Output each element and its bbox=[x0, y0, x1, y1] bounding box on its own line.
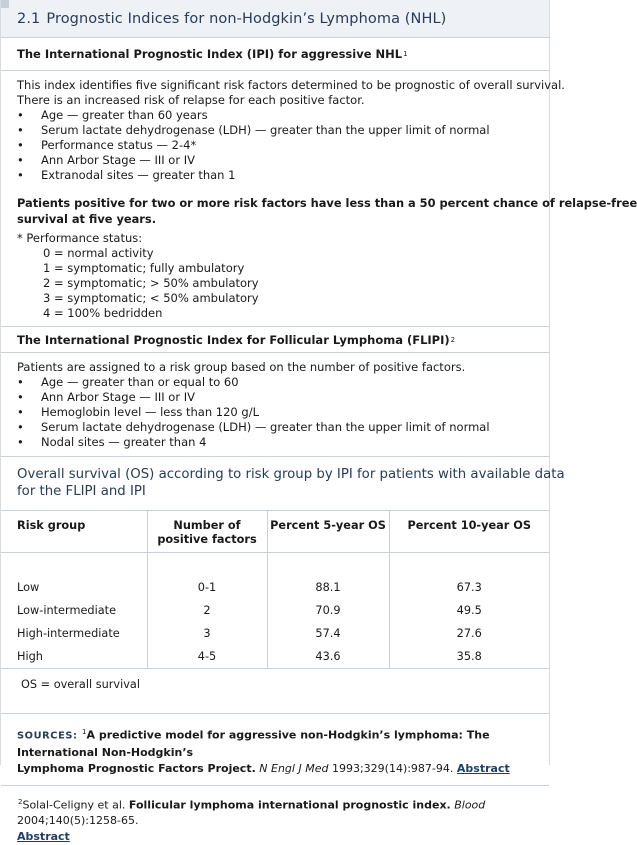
column-header-line: positive factors bbox=[157, 533, 257, 546]
list-item-text: Age — greater than or equal to 60 bbox=[41, 375, 239, 389]
table-row bbox=[1, 622, 549, 645]
bullet-icon: • bbox=[17, 435, 24, 449]
ipi-intro-line: There is an increased risk of relapse for each positive factor. bbox=[17, 93, 365, 107]
list-item bbox=[17, 138, 533, 153]
column-header: Risk group bbox=[1, 511, 147, 553]
list-item bbox=[17, 420, 533, 435]
list-item bbox=[17, 390, 533, 405]
ipi-heading-ref: 1 bbox=[403, 50, 408, 58]
bullet-icon: • bbox=[17, 138, 24, 152]
table-cell: 0-1 bbox=[147, 576, 267, 599]
table-row bbox=[1, 576, 549, 599]
list-item-text: Nodal sites — greater than 4 bbox=[41, 435, 207, 449]
bullet-icon: • bbox=[17, 168, 24, 182]
bullet-icon: • bbox=[17, 420, 24, 434]
list-item-text: Performance status — 2-4* bbox=[41, 138, 197, 152]
performance-status bbox=[17, 231, 533, 321]
column-header: Percent 10-year OS bbox=[389, 511, 549, 553]
table-cell: Low-intermediate bbox=[17, 604, 117, 617]
ipi-note-line: Patients positive for two or more risk factors have less than a 50 percent chance of relapse-free bbox=[17, 196, 637, 210]
section-number: 2.1 bbox=[17, 10, 41, 27]
abstract-link[interactable]: Abstract bbox=[17, 830, 70, 844]
list-item bbox=[17, 435, 533, 450]
os-table-title bbox=[1, 466, 565, 500]
table-cell: 88.1 bbox=[267, 576, 389, 599]
os-table-title-line: Overall survival (OS) according to risk group by IPI for patients with available data bbox=[17, 467, 565, 482]
source-citation: 1993;329(14):987-94. bbox=[331, 761, 454, 775]
table-cell: 27.6 bbox=[389, 622, 549, 645]
ipi-intro-line: This index identifies five significant risk factors determined to be prognostic of overall survival. bbox=[17, 78, 565, 92]
source-title: Lymphoma Prognostic Factors Project. bbox=[17, 761, 256, 775]
bullet-icon: • bbox=[17, 123, 24, 137]
table-cell: 70.9 bbox=[267, 599, 389, 622]
column-header: Percent 5-year OS bbox=[267, 511, 389, 553]
list-item bbox=[17, 108, 533, 123]
column-header-line: Number of bbox=[173, 519, 241, 532]
performance-status-item: 2 = symptomatic; > 50% ambulatory bbox=[43, 276, 259, 290]
list-item-text: Serum lactate dehydrogenase (LDH) — greater than the upper limit of normal bbox=[41, 123, 490, 137]
list-item bbox=[17, 123, 533, 138]
table-cell: High bbox=[17, 650, 43, 663]
source-title: Follicular lymphoma international prognostic index. bbox=[128, 798, 451, 812]
os-table-section bbox=[1, 456, 565, 510]
ipi-note bbox=[17, 195, 637, 227]
section-title bbox=[1, 0, 549, 38]
source-ref-number: 1 bbox=[82, 728, 87, 736]
sources bbox=[1, 713, 549, 845]
list-item-text: Extranodal sites — greater than 1 bbox=[41, 168, 236, 182]
bullet-icon: • bbox=[17, 405, 24, 419]
source-journal: N Engl J Med bbox=[259, 761, 329, 775]
bullet-icon: • bbox=[17, 375, 24, 389]
bullet-icon: • bbox=[17, 390, 24, 404]
table-cell: 43.6 bbox=[267, 645, 389, 669]
table-cell: Low bbox=[17, 581, 40, 594]
source-citation: 2004;140(5):1258-65. bbox=[17, 814, 139, 828]
source-journal: Blood bbox=[454, 798, 486, 812]
source-authors: Solal-Celigny et al. bbox=[22, 798, 126, 812]
performance-status-item: 1 = symptomatic; fully ambulatory bbox=[43, 261, 245, 275]
list-item bbox=[17, 153, 533, 168]
performance-status-item: 4 = 100% bedridden bbox=[43, 306, 163, 320]
table-cell: High-intermediate bbox=[17, 627, 120, 640]
flipi-heading-ref: 2 bbox=[450, 335, 456, 344]
table-row bbox=[1, 599, 549, 622]
performance-status-item: 0 = normal activity bbox=[43, 246, 154, 260]
source-ref-1 bbox=[17, 724, 533, 777]
table-cell: 2 bbox=[147, 599, 267, 622]
flipi-heading bbox=[1, 326, 549, 353]
table-cell: 57.4 bbox=[267, 622, 389, 645]
list-item bbox=[17, 405, 533, 420]
table-cell: 3 bbox=[147, 622, 267, 645]
ipi-note-line: survival at five years. bbox=[17, 212, 157, 226]
abstract-link[interactable]: Abstract bbox=[456, 761, 510, 775]
os-table-title-line: for the FLIPI and IPI bbox=[17, 484, 146, 499]
bullet-icon: • bbox=[17, 153, 24, 167]
bullet-icon: • bbox=[17, 108, 24, 122]
source-ref-number: 2 bbox=[18, 797, 23, 806]
source-title: A predictive model for aggressive non-Hodgkin’s lymphoma: The International Non-Hodgkin’s bbox=[17, 728, 490, 759]
list-item-text: Serum lactate dehydrogenase (LDH) — greater than the upper limit of normal bbox=[41, 420, 490, 434]
table-row bbox=[1, 645, 549, 669]
source-ref-2 bbox=[1, 785, 549, 845]
column-header bbox=[147, 511, 267, 553]
list-item-text: Ann Arbor Stage — III or IV bbox=[41, 153, 195, 167]
performance-status-label: * Performance status: bbox=[17, 231, 143, 245]
table-cell: 35.8 bbox=[389, 645, 549, 669]
performance-status-item: 3 = symptomatic; < 50% ambulatory bbox=[43, 291, 259, 305]
list-item-text: Age — greater than 60 years bbox=[41, 108, 208, 122]
sources-label: SOURCES: bbox=[17, 730, 78, 742]
table-header-row bbox=[1, 511, 549, 553]
list-item bbox=[17, 168, 533, 183]
table-cell: 67.3 bbox=[389, 576, 549, 599]
table-cell: 49.5 bbox=[389, 599, 549, 622]
flipi-body bbox=[1, 353, 549, 450]
flipi-intro: Patients are assigned to a risk group based on the number of positive factors. bbox=[17, 360, 466, 374]
section-title-text: Prognostic Indices for non-Hodgkin’s Lymphoma (NHL) bbox=[46, 10, 447, 27]
table-cell: 4-5 bbox=[147, 645, 267, 669]
ipi-body bbox=[1, 71, 637, 321]
os-table bbox=[1, 510, 549, 669]
list-item-text: Ann Arbor Stage — III or IV bbox=[41, 390, 195, 404]
list-item bbox=[17, 375, 533, 390]
list-item-text: Hemoglobin level — less than 120 g/L bbox=[41, 405, 259, 419]
os-footnote: OS = overall survival bbox=[21, 678, 140, 691]
flipi-heading-text: The International Prognostic Index for Follicular Lymphoma (FLIPI) bbox=[17, 332, 450, 347]
ipi-heading-text: The International Prognostic Index (IPI) for aggressive NHL bbox=[17, 47, 403, 61]
corner-marker bbox=[1, 0, 9, 8]
ipi-heading bbox=[1, 38, 549, 71]
